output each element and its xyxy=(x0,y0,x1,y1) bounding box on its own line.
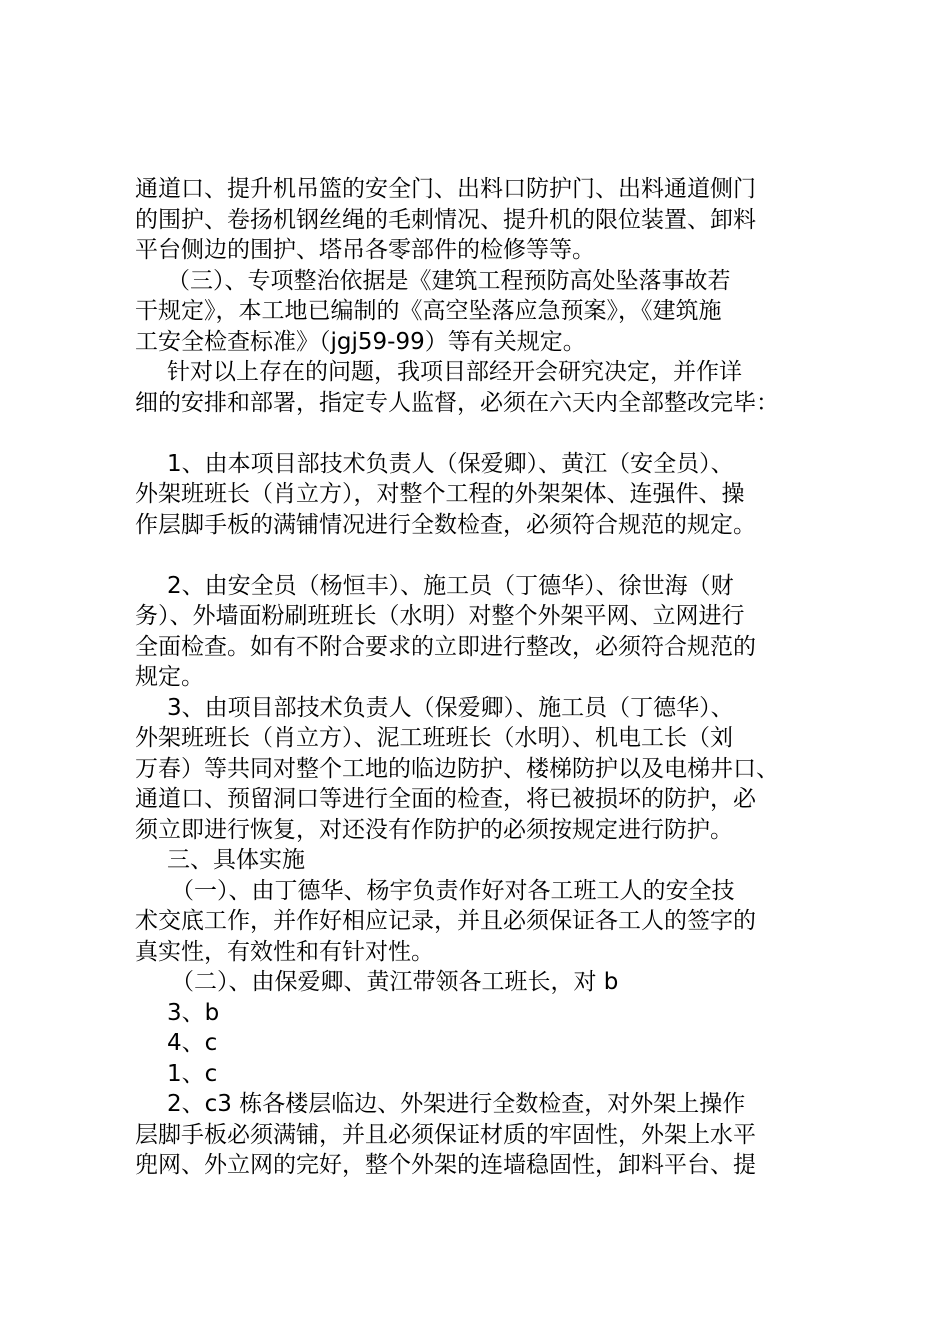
text-line: 务）、外墙面粉刷班班长（水明）对整个外架平网、立网进行 xyxy=(135,603,745,629)
text-line: 针对以上存在的问题，我项目部经开会研究决定，并作详 xyxy=(167,359,742,385)
text-line: 通道口、预留洞口等进行全面的检查，将已被损坏的防护，必 xyxy=(135,786,756,812)
text-line: 全面检查。如有不附合要求的立即进行整改，必须符合规范的 xyxy=(135,633,756,660)
text-line: 干规定》，本工地已编制的《高空坠落应急预案》，《建筑施 xyxy=(135,298,722,324)
text-line: 通道口、提升机吊篮的安全门、出料口防护门、出料通道侧门 xyxy=(135,176,756,202)
section-heading: 三、具体实施 xyxy=(167,847,305,873)
text-line: 须立即进行恢复，对还没有作防护的必须按规定进行防护。 xyxy=(135,816,733,843)
text-line: 规定。 xyxy=(135,664,204,690)
text-line: 2、c3 栋各楼层临边、外架进行全数检查，对外架上操作 xyxy=(167,1091,746,1117)
text-line: 外架班班长（肖立方）、泥工班班长（水明）、机电工长（刘 xyxy=(135,725,733,751)
text-line: 平台侧边的围护、塔吊各零部件的检修等等。 xyxy=(135,237,595,263)
text-line: 2、由安全员（杨恒丰）、施工员（丁德华）、徐世海（财 xyxy=(167,572,734,599)
text-line: （一）、由丁德华、杨宇负责作好对各工班工人的安全技 xyxy=(171,877,735,904)
text-line: 层脚手板必须满铺，并且必须保证材质的牢固性，外架上水平 xyxy=(135,1121,756,1148)
text-line: 3、由项目部技术负责人（保爱卿）、施工员（丁德华）、 xyxy=(167,694,734,721)
text-line: 1、c xyxy=(167,1060,218,1087)
text-line: 细的安排和部署，指定专人监督，必须在六天内全部整改完毕： xyxy=(135,389,779,416)
text-line: 真实性，有效性和有针对性。 xyxy=(135,938,434,965)
document-body xyxy=(135,174,835,1181)
text-line: （三）、专项整治依据是《建筑工程预防高处坠落事故若 xyxy=(167,267,731,294)
text-line: 3、b xyxy=(167,999,220,1026)
text-line: 术交底工作，并作好相应记录，并且必须保证各工人的签字的 xyxy=(135,908,756,934)
text-line: 外架班班长（肖立方），对整个工程的外架架体、连强件、操 xyxy=(135,481,745,507)
text-line: 4、c xyxy=(167,1030,218,1056)
blank-line xyxy=(135,540,835,571)
text-line: 万春）等共同对整个工地的临边防护、楼梯防护以及电梯井口、 xyxy=(135,755,779,782)
text-line: 兜网、外立网的完好，整个外架的连墙稳固性，卸料平台、提 xyxy=(135,1152,756,1178)
text-line: （二）、由保爱卿、黄江带领各工班长，对 b xyxy=(171,969,619,995)
text-line: 工安全检查标准》（jgj59-99）等有关规定。 xyxy=(135,328,586,355)
blank-line xyxy=(135,418,835,449)
text-line: 的围护、卷扬机钢丝绳的毛刺情况、提升机的限位装置、卸料 xyxy=(135,206,756,233)
text-line: 作层脚手板的满铺情况进行全数检查，必须符合规范的规定。 xyxy=(135,511,756,538)
text-line: 1、由本项目部技术负责人（保爱卿）、黄江（安全员）、 xyxy=(167,450,734,477)
